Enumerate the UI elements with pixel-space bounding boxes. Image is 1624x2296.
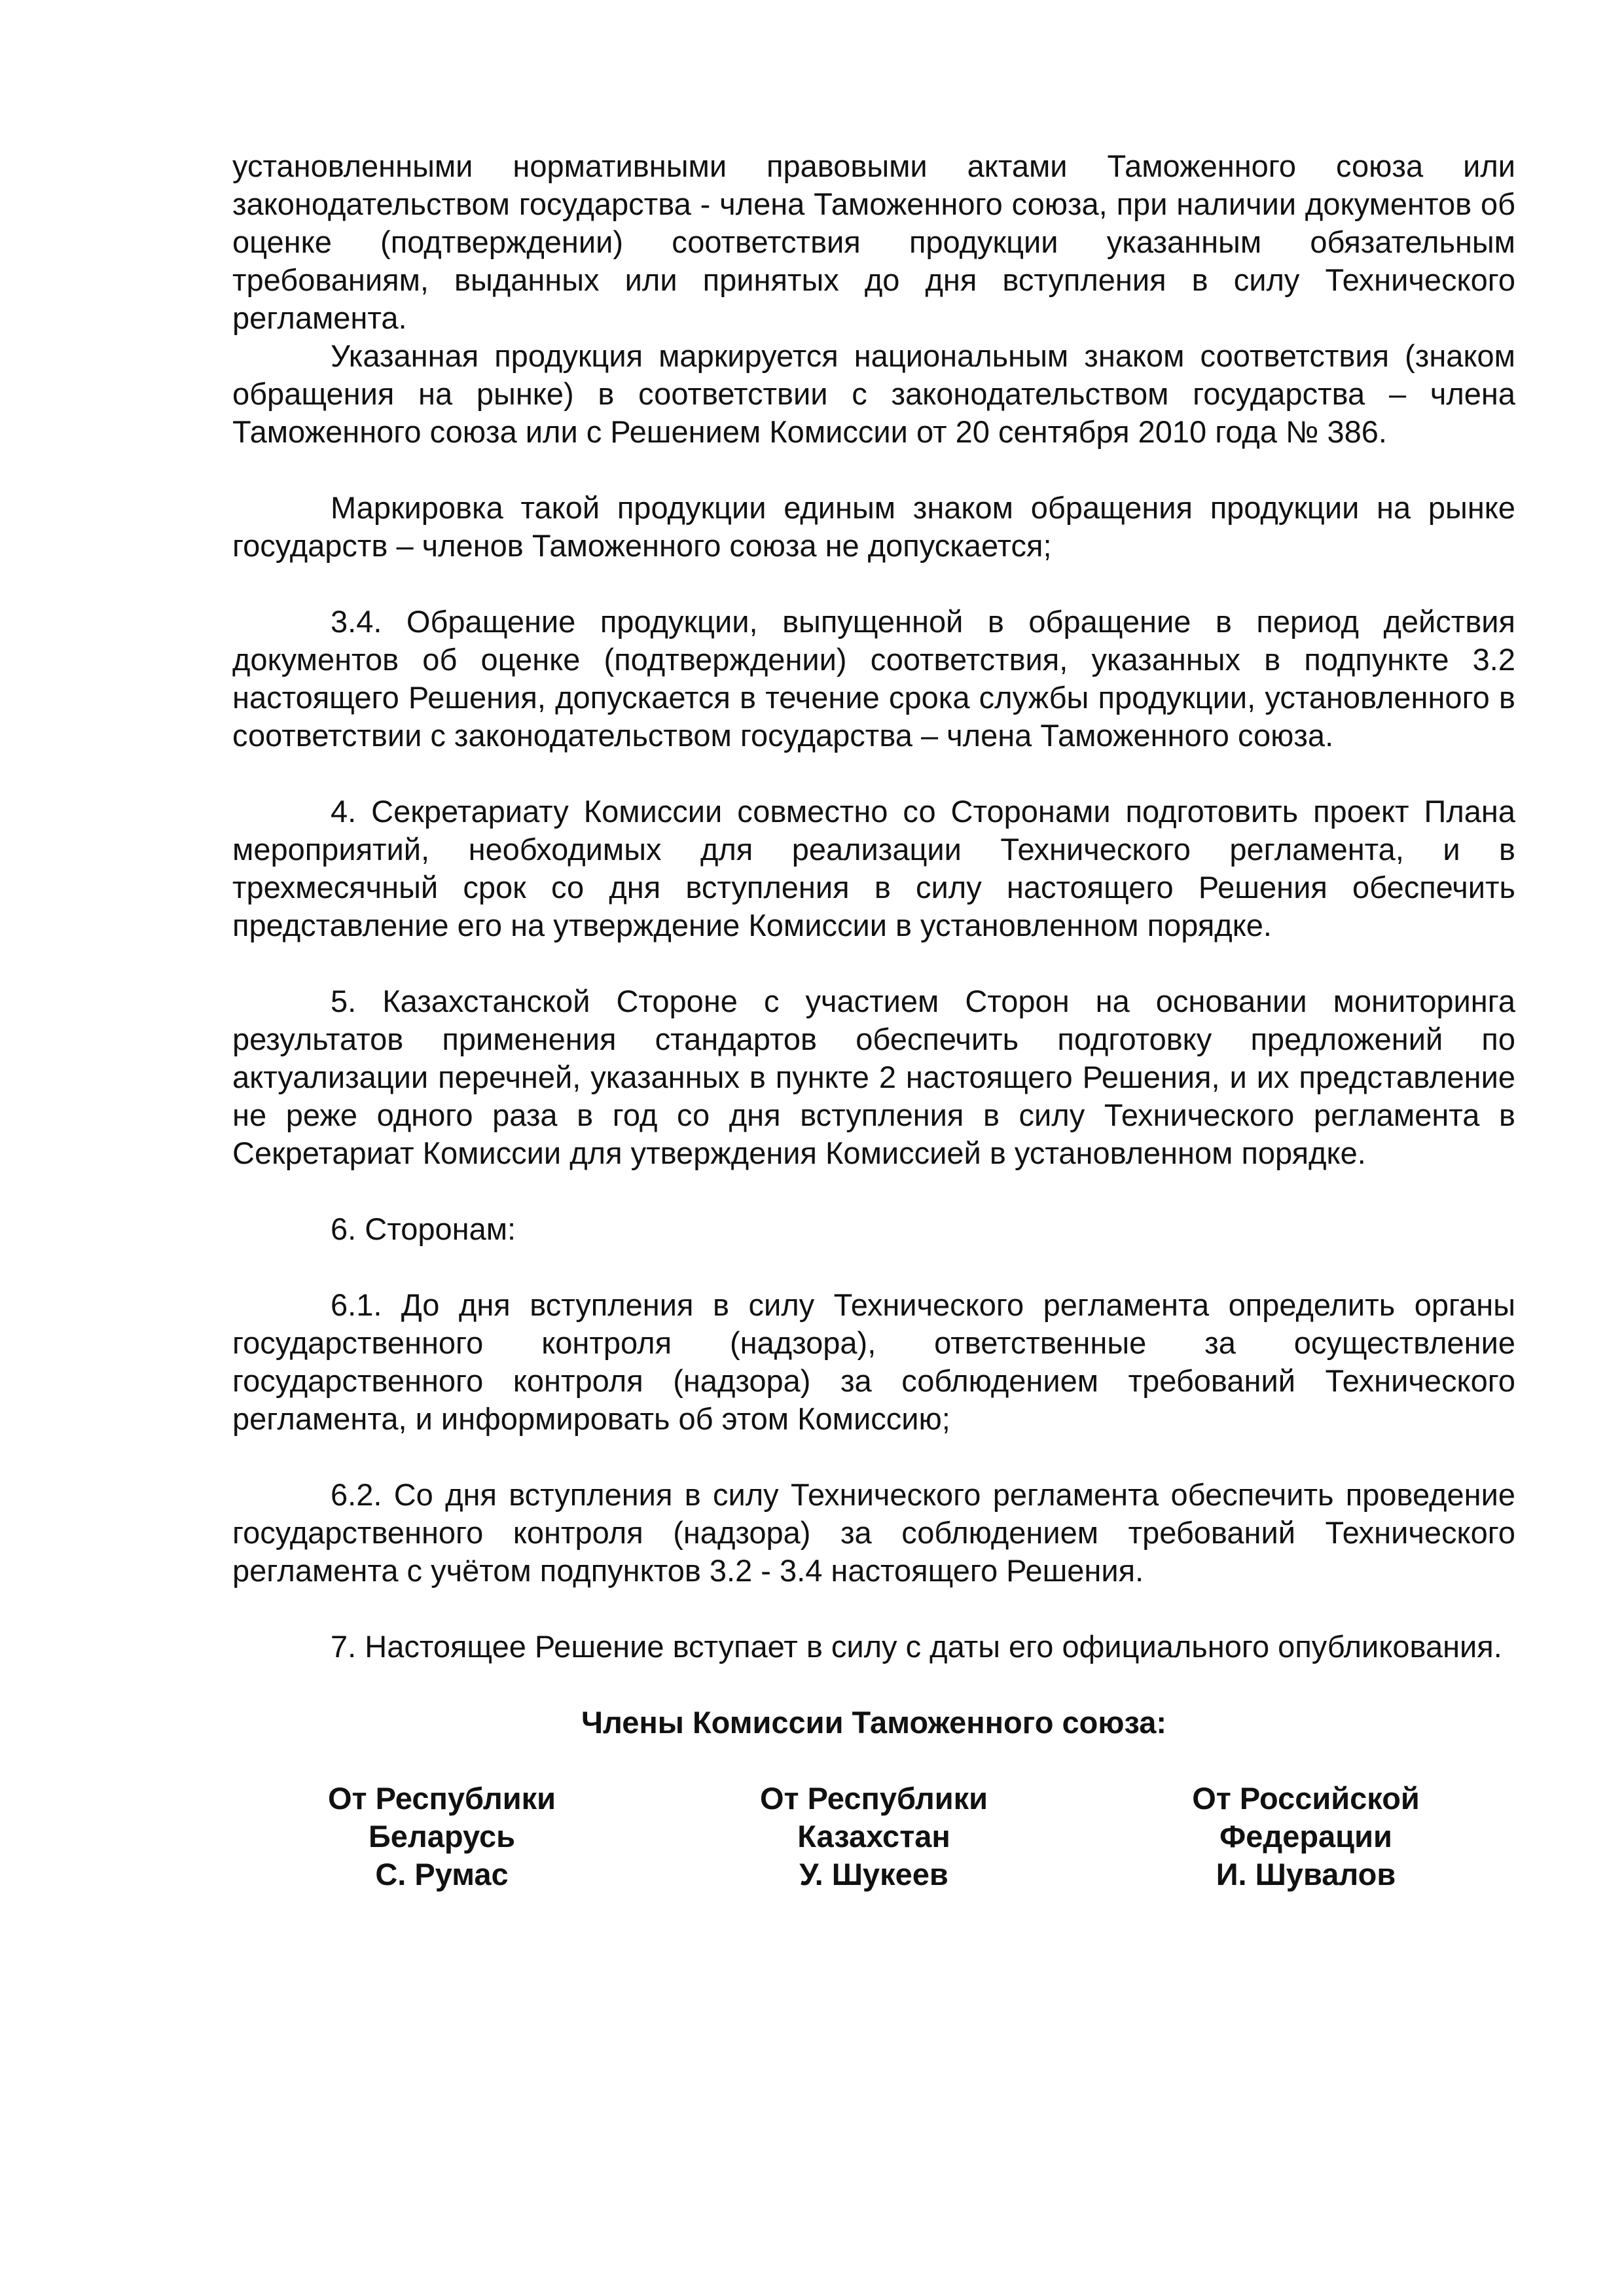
- signature-line1: От Республики: [327, 1781, 556, 1816]
- paragraph-6-2: 6.2. Со дня вступления в силу Технического регламента обеспечить проведение государственного контроля (надзора) за соблюдением требований Технического регламента с учётом подпунктов 3.2 - 3.4 настоящего Решения.: [232, 1477, 1515, 1588]
- paragraph-3-4: 3.4. Обращение продукции, выпущенной в обращение в период действия документов об оценке (подтверждении) соответствия, указанных в подпункте 3.2 настоящего Решения, допускается в течение срока службы продукции, установленного в соответствии с законодательством государства – члена Таможенного союза.: [232, 604, 1515, 753]
- signature-belarus: [291, 1780, 592, 1893]
- paragraph-6-1: 6.1. До дня вступления в силу Технического регламента определить органы государственного контроля (надзора), ответственные за осуществление государственного контроля (надзора) за соблюдением требований Технического регламента, и информировать об этом Комиссию;: [232, 1287, 1515, 1436]
- signature-russia: [1155, 1780, 1456, 1893]
- paragraph-6: 6. Сторонам:: [331, 1211, 516, 1246]
- document-page: [232, 147, 1515, 1893]
- paragraph-continuation: установленными нормативными правовыми актами Таможенного союза или законодательством государства - члена Таможенного союза, при наличии документов об оценке (подтверждении) соответствия продукции указанным обязательным требованиям, выданных или принятых до дня вступления в силу Технического регламента.: [232, 149, 1515, 335]
- signature-name: У. Шукеев: [799, 1857, 948, 1892]
- signature-line2: Беларусь: [368, 1819, 515, 1854]
- signature-name: С. Румас: [375, 1857, 509, 1892]
- paragraph-marking-prohibited: Маркировка такой продукции единым знаком обращения продукции на рынке государств – членов Таможенного союза не допускается;: [232, 490, 1515, 563]
- paragraph-7: 7. Настоящее Решение вступает в силу с даты его официального опубликования.: [331, 1629, 1502, 1664]
- signatures-row: [232, 1780, 1515, 1893]
- signature-name: И. Шувалов: [1216, 1857, 1396, 1892]
- signatures-title: Члены Комиссии Таможенного союза:: [581, 1705, 1167, 1740]
- signature-line2: Казахстан: [797, 1819, 950, 1854]
- paragraph-national-mark: Указанная продукция маркируется национальным знаком соответствия (знаком обращения на рынке) в соответствии с законодательством государства – члена Таможенного союза или с Решением Комиссии от 20 сентября 2010 года № 386.: [232, 338, 1515, 449]
- signature-line1: От Республики: [759, 1781, 988, 1816]
- signature-line1: От Российской: [1192, 1781, 1420, 1816]
- signature-kazakhstan: [723, 1780, 1024, 1893]
- paragraph-4: 4. Секретариату Комиссии совместно со Сторонами подготовить проект Плана мероприятий, необходимых для реализации Технического регламента, и в трехмесячный срок со дня вступления в силу настоящего Решения обеспечить представление его на утверждение Комиссии в установленном порядке.: [232, 794, 1515, 942]
- paragraph-5: 5. Казахстанской Стороне с участием Сторон на основании мониторинга результатов применения стандартов обеспечить подготовку предложений по актуализации перечней, указанных в пункте 2 настоящего Решения, и их представление не реже одного раза в год со дня вступления в силу Технического регламента в Секретариат Комиссии для утверждения Комиссией в установленном порядке.: [232, 984, 1515, 1170]
- signature-line2: Федерации: [1219, 1819, 1392, 1854]
